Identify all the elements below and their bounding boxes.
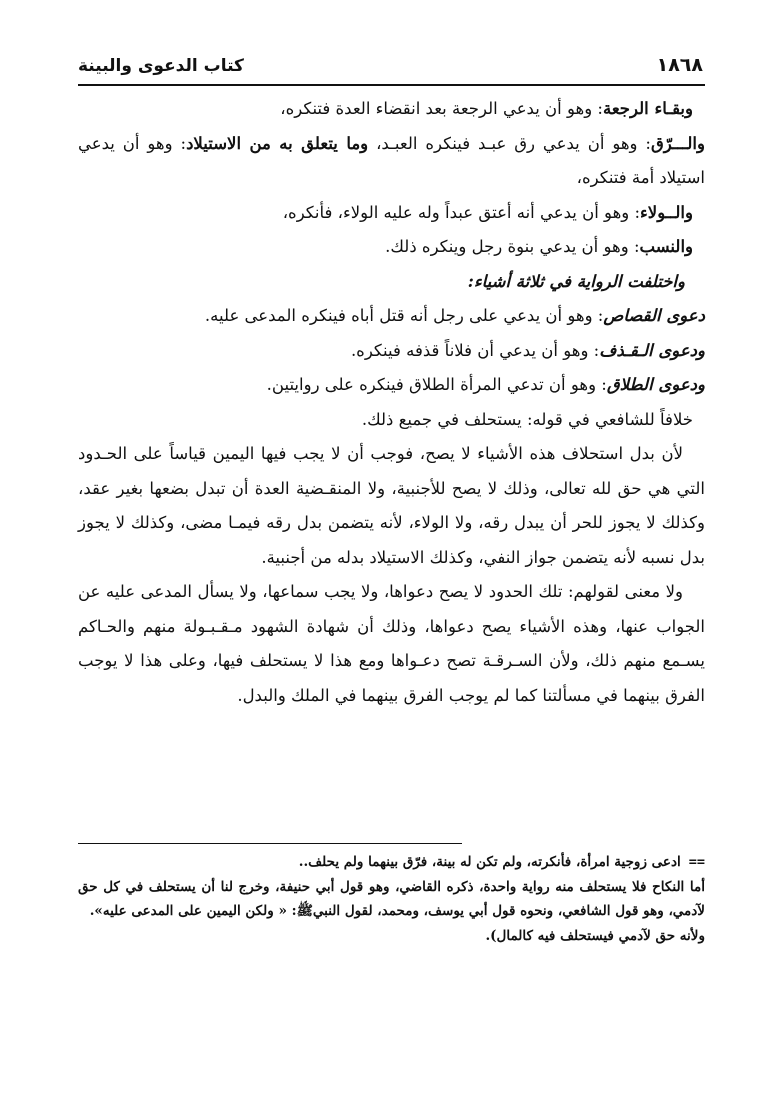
term: والنسب	[639, 237, 693, 256]
page-number: ١٨٦٨	[656, 54, 703, 76]
term: ودعوى الطلاق	[606, 375, 705, 394]
footnotes	[78, 850, 705, 948]
term: دعوى القصاص	[603, 306, 705, 325]
footnote	[78, 850, 705, 875]
main-text	[78, 92, 705, 713]
paragraph: ولا معنى لقولهم: تلك الحدود لا يصح دعواها، ولا يجب سماعها، ولا يسأل المدعى عليه عن الجواب عنها، وهذه الأشياء يصح دعواها، وذلك أن شهادة الشهود مـقـبـولة منهم والحـاكم يسـمع منهم ذلك، ولأن السـرقـة تصح دعـواها ومع هذا لا يستحلف فيها، وعلى هذا لا يوجب الفرق بينهما في مسألتنا كما لم يوجب الفرق بينهما في الملك والبدل.	[78, 582, 705, 705]
footnote-divider	[78, 843, 462, 844]
footnote-text: ادعى زوجية امرأة، فأنكرته، ولم تكن له بينة، فرّق بينهما ولم يحلف..	[298, 854, 681, 870]
paragraph: خلافاً للشافعي في قوله: يستحلف في جميع ذلك.	[361, 409, 693, 429]
text: : وهو أن يدعي استيلاد أمة فتنكره،	[78, 133, 705, 187]
term: ودعوى الـقـذف	[599, 340, 705, 360]
header-divider	[78, 84, 705, 86]
text: : وهو أن يدعي أن فلاناً قذفه فينكره.	[350, 340, 600, 360]
term: والـــرّق	[651, 133, 705, 153]
page-header	[78, 56, 703, 82]
paragraph	[78, 334, 705, 369]
paragraph	[78, 368, 705, 403]
paragraph	[78, 196, 705, 231]
text: : وهو أن يدعي رق عبـد فينكره العبـد،	[368, 133, 651, 153]
paragraph	[78, 230, 705, 265]
term: والــولاء	[640, 202, 693, 222]
text: : وهو أن يدعي بنوة رجل وينكره ذلك.	[385, 237, 640, 256]
paragraph	[78, 299, 705, 334]
text: : وهو أن يدعي على رجل أنه قتل أباه فينكره المدعى عليه.	[204, 306, 604, 325]
footnote: أما النكاح فلا يستحلف منه رواية واحدة، ذكره القاضي، وهو قول أبي حنيفة، وخرج لنا أن يستحلف في كل حق لآدمي، وهو قول الشافعي، ونحوه قول أبي يوسف، ومحمد، لقول النبيﷺ: « ولكن اليمين على المدعى عليه».	[78, 878, 705, 920]
text: : وهو أن يدعي أنه أعتق عبداً وله عليه الولاء، فأنكره،	[282, 202, 641, 222]
text: : وهو أن يدعي الرجعة بعد انقضاء العدة فتنكره،	[280, 99, 603, 118]
footnote-marker: ==	[688, 854, 705, 870]
term: وبقـاء الرجعة	[603, 99, 693, 118]
section-heading: واختلفت الرواية في ثلاثة أشياء:	[467, 271, 685, 291]
bold-phrase: وما يتعلق به من الاستيلاد	[186, 133, 369, 153]
footnote: ولأنه حق لآدمي فيستحلف فيه كالمال).	[485, 927, 705, 944]
book-title: كتاب الدعوى والبينة	[78, 56, 244, 76]
text: : وهو أن تدعي المرأة الطلاق فينكره على روايتين.	[266, 375, 607, 394]
paragraph	[78, 127, 705, 196]
paragraph: لأن بدل استحلاف هذه الأشياء لا يصح، فوجب أن لا يجب فيها اليمين قياساً على الحـدود التي هي حق لله تعالى، وذلك لا يصح للأجنبية، ولا المنقـضية العدة أن تبدل بضعها بغير عقد، وكذلك لا يجوز للحر أن يبدل رقه، ولا الولاء، لأنه يتضمن بدل رقه فيمـا مضى، وكذلك لا يجوز بدل نسبه لأنه يتضمن جواز النفي، وكذلك الاستيلاد بدله من أجنبية.	[78, 444, 705, 567]
paragraph	[78, 92, 705, 127]
